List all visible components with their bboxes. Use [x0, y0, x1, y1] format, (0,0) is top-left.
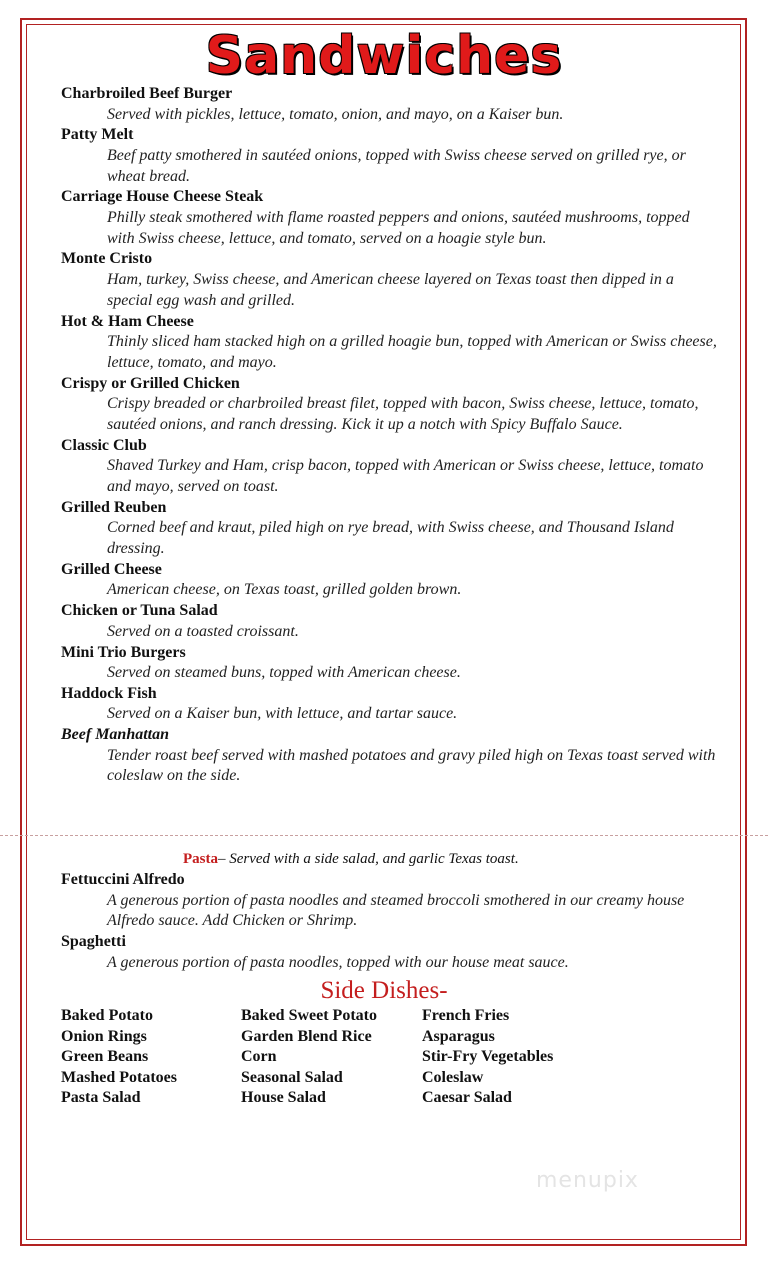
menu-item: [61, 374, 721, 436]
menu-item-desc: Crispy breaded or charbroiled breast filet, topped with bacon, Swiss cheese, lettuce, tomato, sautéed onions, and ranch dressing. Kick it up a notch with Spicy Buffalo Sauce.: [107, 395, 699, 433]
side-dish: Garden Blend Rice: [241, 1027, 372, 1045]
menu-item: [61, 125, 721, 187]
menu-item-name: Haddock Fish: [61, 684, 157, 702]
menu-item-desc: Served on steamed buns, topped with American cheese.: [107, 664, 461, 682]
side-dishes-heading: Side Dishes-: [320, 977, 448, 1004]
menu-item-name: Grilled Cheese: [61, 560, 162, 578]
side-dish: Baked Potato: [61, 1007, 153, 1024]
menu-item: [61, 643, 721, 684]
page-title: Sandwiches: [205, 26, 563, 86]
side-dish: Pasta Salad: [61, 1089, 141, 1107]
menu-item-name: Patty Melt: [61, 126, 134, 144]
side-dish: Corn: [241, 1048, 277, 1066]
pasta-section-heading: [183, 849, 519, 869]
menu-item-name: Charbroiled Beef Burger: [61, 85, 233, 102]
side-dish: Caesar Salad: [422, 1089, 512, 1107]
menu-item-name: Beef Manhattan: [61, 726, 170, 744]
menu-item-desc: Philly steak smothered with flame roasted peppers and onions, sautéed mushrooms, topped with Swiss cheese, lettuce, and tomato, served on a hoagie style bun.: [107, 208, 690, 247]
menu-item-name: Hot & Ham Cheese: [61, 312, 194, 330]
side-dish: Green Beans: [61, 1048, 149, 1066]
sandwich-list: [61, 84, 721, 787]
menu-item-desc: A generous portion of pasta noodles and steamed broccoli smothered in our creamy house Alfredo sauce. Add Chicken or Shrimp.: [107, 891, 685, 930]
pasta-list: [61, 870, 721, 973]
side-dish: Mashed Potatoes: [61, 1068, 177, 1086]
menu-item-desc: Beef patty smothered in sautéed onions, topped with Swiss cheese served on grilled rye, or wheat bread.: [107, 146, 686, 185]
side-dishes-grid: [61, 1006, 621, 1109]
pasta-label: Pasta: [183, 851, 218, 867]
side-dish: Seasonal Salad: [241, 1068, 343, 1086]
menu-item-name: Chicken or Tuna Salad: [61, 602, 218, 620]
menu-item-desc: Tender roast beef served with mashed potatoes and gravy piled high on Texas toast served with coleslaw on the side.: [107, 746, 716, 785]
menu-item: [61, 249, 721, 311]
menu-item-name: Grilled Reuben: [61, 498, 167, 516]
side-dish: Asparagus: [422, 1027, 495, 1045]
menu-item-name: Mini Trio Burgers: [61, 643, 186, 661]
menu-item-desc: Ham, turkey, Swiss cheese, and American cheese layered on Texas toast then dipped in a special egg wash and grilled.: [107, 270, 674, 309]
menu-item: [61, 498, 721, 560]
menu-item-desc: A generous portion of pasta noodles, topped with our house meat sauce.: [107, 953, 569, 971]
menu-item-desc: Served on a toasted croissant.: [107, 622, 299, 640]
menu-item-desc: American cheese, on Texas toast, grilled golden brown.: [107, 581, 462, 599]
menu-item: [61, 684, 721, 725]
menu-item-name: Fettuccini Alfredo: [61, 871, 185, 888]
menu-item-name: Spaghetti: [61, 933, 126, 951]
menu-item-name: Classic Club: [61, 436, 147, 454]
menu-item-name: Carriage House Cheese Steak: [61, 188, 264, 206]
section-divider: [0, 835, 768, 836]
menu-item: [61, 601, 721, 642]
menu-item-desc: Thinly sliced ham stacked high on a grilled hoagie bun, topped with American or Swiss cheese, lettuce, tomato, and mayo.: [107, 333, 717, 371]
side-dishes-column: [241, 1006, 422, 1109]
side-dish: Onion Rings: [61, 1027, 147, 1045]
menu-item: [61, 84, 721, 125]
side-dish: Stir-Fry Vegetables: [422, 1048, 554, 1066]
menu-item-desc: Shaved Turkey and Ham, crisp bacon, topped with American or Swiss cheese, lettuce, tomato and mayo, served on toast.: [107, 457, 704, 496]
menu-item-desc: Served on a Kaiser bun, with lettuce, and tartar sauce.: [107, 705, 458, 723]
menu-item-name: Crispy or Grilled Chicken: [61, 374, 240, 392]
menu-item-desc: Served with pickles, lettuce, tomato, onion, and mayo, on a Kaiser bun.: [107, 105, 564, 123]
watermark: menupix: [536, 1168, 639, 1193]
menu-item: [61, 436, 721, 498]
side-dish: House Salad: [241, 1089, 326, 1107]
side-dish: French Fries: [422, 1007, 510, 1024]
menu-item: [61, 187, 721, 249]
menu-item: [61, 725, 721, 787]
side-dish: Baked Sweet Potato: [241, 1007, 377, 1024]
side-dishes-column: [422, 1006, 622, 1109]
menu-item-name: Monte Cristo: [61, 250, 153, 268]
menu-item: [61, 870, 721, 932]
menu-item-desc: Corned beef and kraut, piled high on rye bread, with Swiss cheese, and Thousand Island dressing.: [107, 519, 674, 558]
menu-item: [61, 312, 721, 374]
pasta-note-text: – Served with a side salad, and garlic Texas toast.: [218, 851, 519, 867]
side-dish: Coleslaw: [422, 1068, 484, 1086]
menu-item: [61, 932, 721, 973]
side-dishes-column: [61, 1006, 241, 1109]
menu-item: [61, 560, 721, 601]
